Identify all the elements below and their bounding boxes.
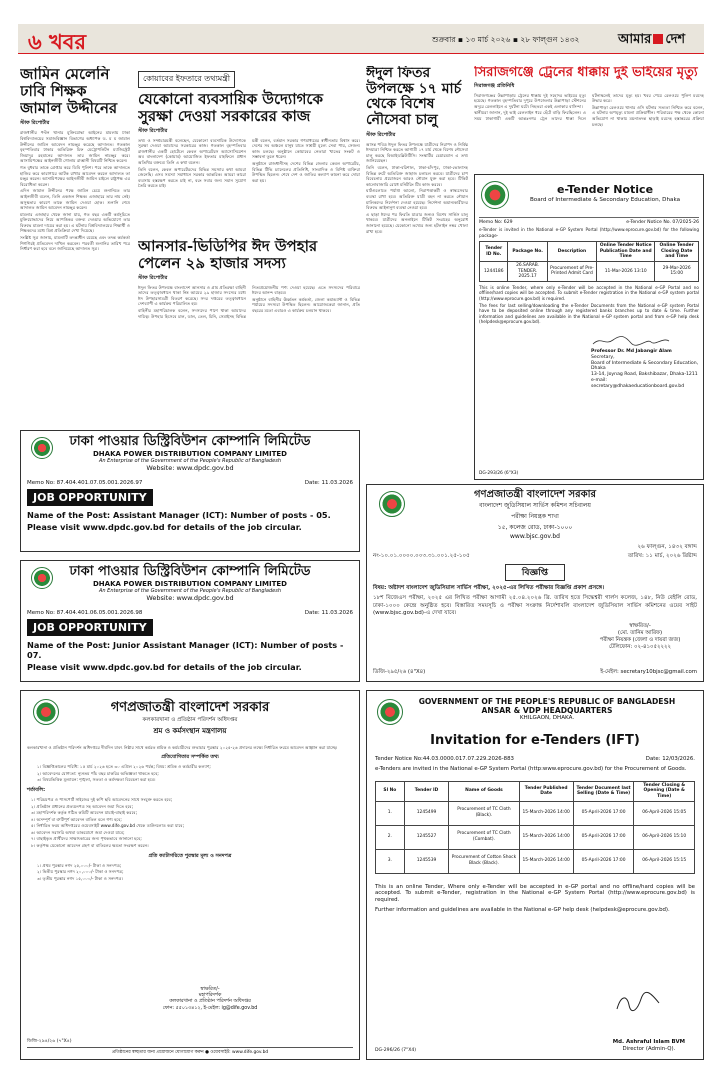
ad-judicial-service-commission: গণপ্রজাতন্ত্রী বাংলাদেশ সরকার বাংলাদেশ জুডিসিয়াল সার্ভিস কমিশন সচিবালয় পরীক্ষা নিয়ন্ত্রক শাখা ১৫, কলেজ রোড, ঢাকা-১০০০ www.bjsc.gov.bd ২৬ ফাল্গুন, ১৪৩২ বঙ্গাব্দ নং-১০.০১.০০০০.০০৩.৩১.০০১.২৫-১০৫ তারিখ: ১১ মার্চ, ২০২৬ খ্রিষ্টাব্দ বিজ্ঞপ্তি বিষয়: অষ্টাদশ বাংলাদেশ জুডিসিয়াল সার্ভিস পরীক্ষা, ২০২৫-এর লিখিত পরীক্ষার বিজ্ঞপ্তি প্রকাশ প্রসঙ্গে। ১৮শ বিজেএস পরীক্ষা, ২০২৫ এর লিখিত পরীক্ষা আগামী ২৫.০৪.২০২৬ খ্রি. তারিখ হতে সিদ্ধেশ্বরী গার্লস কলেজ, ১৪৮, নিউ বেইলি রোড, ঢাকা-১০০০ কেন্দ্রে অনুষ্ঠিত হবে। বিস্তারিত সময়সূচি ও পরীক্ষা সংক্রান্ত নির্দেশাবলি বাংলাদেশ জুডিসিয়াল সার্ভিস কমিশনের ওয়েব সাইট (www.bjsc.gov.bd)-এ দেখা যাবে। স্বাক্ষরিত/- (মো. তানিম আরিফ) পরীক্ষা নিয়ন্ত্রক (জেলা ও দায়রা জজ) টেলিফোন: ০২-৪১০৫২২২২ ডিজি-২৯৫/২৬ (৪"X৪) ই-মেইল: secretary10bjsc@gmail.com: [366, 484, 704, 682]
signer-name: মহাপরিদর্শক: [198, 993, 222, 999]
paragraph: এদিন জামাল উদ্দীনের পক্ষে জামিন চেয়ে শুনানিতে তার আইনজীবী বলেন, তিনি একজন শিক্ষক। এজাহারে তার নাম নেই। অসুস্থতার কারণে তাকে জামিন দেওয়া হোক। শুনানি শেষে আদালত জামিন আবেদন নামঞ্জুর করেন।: [20, 188, 130, 211]
ad-ref: DG-293/26 (6"X3): [479, 471, 519, 476]
headline: ঈদুল ফিতর উপলক্ষে ১৭ মার্চ থেকে বিশেষ নৌসেবা চালু: [366, 66, 462, 129]
notice-body: ১৮শ বিজেএস পরীক্ষা, ২০২৫ এর লিখিত পরীক্ষা আগামী ২৫.০৪.২০২৬ খ্রি. তারিখ হতে সিদ্ধেশ্বরী গার্লস কলেজ, ১৪৮, নিউ বেইলি রোড, ঢাকা-১০০০ কেন্দ্রে অনুষ্ঠিত হবে। বিস্তারিত সময়সূচি ও পরীক্ষা সংক্রান্ত নির্দেশাবলি বাংলাদেশ জুডিসিয়াল সার্ভিস কমিশনের ওয়েব সাইট (www.bjsc.gov.bd)-এ দেখা যাবে।: [373, 595, 697, 616]
visit-line: Please visit www.dpdc.gov.bd for details of the job circular.: [27, 521, 302, 532]
tender-table: Tender ID No. Package No. Description Online Tender Notice Publication Date and Time Online Tender Closing Date and Time 1244186 26.SARAB. TENDER. 2025.17 Procurement of Pre-Printed Admit Card 11-Mar-2026 13:10 29-Mar-2026 15:00: [479, 241, 699, 282]
ad-dpdc-junior-assistant-manager: ঢাকা পাওয়ার ডিস্ট্রিবিউশন কোম্পানি লিমিটেড DHAKA POWER DISTRIBUTION COMPANY LIMITED An Enterprise of the Government of the People's Republic of Bangladesh Website: www.dpdc.gov.bd Memo No: 87.404.401.06.05.001.2026.98 Date: 11.03.2026 JOB OPPORTUNITY Name of the Post: Junior Assistant Manager (ICT): Number of posts - 07. Please visit www.dpdc.gov.bd for details of the job circular.: [20, 560, 360, 682]
notice-title: Invitation for e-Tenders (IFT): [430, 733, 640, 748]
board-seal: [481, 181, 509, 209]
list-item: ১। পরিচয়পত্র ও পাসপোর্ট সাইজের দুই কপি ছবি আবেদনের সাথে সংযুক্ত করতে হবে;: [31, 796, 173, 802]
terms-paragraph: Further information and guidelines are available in the National e-GP help desk (helpdesk@eprocure.gov.bd).: [375, 906, 670, 913]
paragraph: তথ্য ও সম্প্রচারমন্ত্রী বলেছেন, যেকোনো ব্যবসায়িক উদ্যোগকে সুরক্ষা দেওয়া আমাদের সরকারের কাজ। গতকাল বৃহস্পতিবার রাজধানীর একটি হোটেলে কেবল অপারেটরস অ্যাসোসিয়েশন অব বাংলাদেশ (কোয়াব) আয়োজিত ইফতার মাহফিলে প্রধান অতিথির বক্তব্যে তিনি এ কথা বলেন।: [138, 137, 246, 165]
notice-no: e-Tender Notice No. 07/2025-26: [626, 220, 699, 225]
masthead: [18, 24, 704, 54]
paragraph: তিনি বলেন, কেবল অপারেটরদের বিভিন্ন সমস্যার কথা আমরা জেনেছি। এসব সমস্যা সমাধানে সরকার আন্তরিক। আমরা কারো ব্যবসায় হস্তক্ষেপ করতে চাই না, বরং সবার জন্য সমান সুযোগ তৈরি করতে চাই।: [138, 166, 246, 189]
tender-table: Sl No Tender ID Name of Goods Tender Published Date Tender Document last Selling (Date & Time) Tender Closing & Opening (Date & Time) 1. 1245499 Procurement of TC Cloth (Black). 15-March-2026 14:00 05-April-2026 17:00 06-April-2026 15:05 2. 1245527 Procurement of TC Cloth (Combat). 15-March-2026 14:00 05-April-2026 17:00 06-April-2026 15:10 3. 1245539 Procurement of Cotton Shock Black (Black). 15-March-2026 14:00 05-April-2026 17:00 06-April-2026 15:15: [375, 781, 695, 874]
notice-title: e-Tender Notice: [556, 183, 654, 196]
visit-line: Please visit www.dpdc.gov.bd for details of the job circular.: [27, 661, 302, 672]
article-eid-launch-service: [366, 66, 468, 478]
byline: স্টাফ রিপোর্টার: [366, 131, 396, 138]
paragraph: ঘাটগুলোতে পর্যাপ্ত আলো, নিরাপত্তাকর্মী ও স্বাস্থ্যসেবার ব্যবস্থা রাখা হবে। অতিরিক্ত যাত্রী বহন না করতে নৌযান মালিকদের নির্দেশনা দেওয়া হয়েছে। নির্দেশনা অমান্যকারীদের বিরুদ্ধে আইনানুগ ব্যবস্থা নেওয়া হবে।: [366, 188, 468, 211]
paragraph: উল্লাপাড়া রেলওয়ে থানার ওসি ঘটনার সত্যতা নিশ্চিত করে বলেন, এ ঘটনায় অপমৃত্যু মামলা প্রক্রিয়াধীন। পরিবারের পক্ষ থেকে কোনো অভিযোগ না থাকায় ময়নাতদন্ত ছাড়াই মরদেহ হস্তান্তরের প্রক্রিয়া চলছে।: [592, 104, 704, 127]
paragraph: বাহিনীর মহাপরিচালক বলেন, সদস্যদের পাশে থাকা আমাদের দায়িত্ব। উপহার হিসেবে চাল, ডাল, তেল, চিনি, সেমাইসহ বিভিন্ন নিত্যপ্রয়োজনীয় পণ্য দেওয়া হয়েছে। এতে সদস্যদের পরিবারে ঈদের আনন্দ বাড়বে।: [138, 284, 360, 319]
list-item: ১। বিজ্ঞপ্তিকালের পরিধি: ১৫ মার্চ ২০২৬ হতে ৩০ এপ্রিল ২০২৬ পর্যন্ত; বিষয়: শ্রমিক ও কর্মচারীর কল্যাণ;: [37, 764, 211, 770]
terms-list: [31, 797, 353, 849]
website: Website: www.dpdc.gov.bd: [146, 593, 234, 602]
list-item: ৩। বিষয়ভিত্তিক মূল্যায়ন: শৃঙ্খলা, সততা ও কর্মদক্ষতা বিবেচনা করা হবে।: [37, 777, 156, 783]
headline: সিরাজগঞ্জে ট্রেনের ধাক্কায় দুই ভাইয়ের মৃত্যু: [474, 66, 698, 80]
byline: সিরাজগঞ্জ প্রতিনিধি: [474, 82, 515, 89]
post-title: Name of the Post: Assistant Manager (ICT): Number of posts - 05.: [27, 509, 331, 520]
article-train-accident: [474, 66, 704, 170]
headline: জামিন মেলেনি ঢাবি শিক্ষক জামাল উদ্দীনের: [20, 66, 118, 117]
ad-labour-ministry: গণপ্রজাতন্ত্রী বাংলাদেশ সরকার কলকারখানা ও প্রতিষ্ঠান পরিদর্শন অধিদপ্তর শ্রম ও কর্মসংস্থান মন্ত্রণালয় কলকারখানা ও প্রতিষ্ঠান পরিদর্শন অধিদপ্তরে দীর্ঘদিন যাবৎ নিষ্ঠার সাথে কর্মরত শ্রমিক ও কর্মচারীদের শুদ্ধাচার পুরস্কার ২০২৫-২৬ প্রদানের লক্ষ্যে নির্ধারিত ফরমে আবেদন আহ্বান করা যাচ্ছে। প্রতিযোগিতার সম্পর্কিত তথ্য ১। বিজ্ঞপ্তিকালের পরিধি: ১৫ মার্চ ২০২৬ হতে ৩০ এপ্রিল ২০২৬ পর্যন্ত; বিষয়: শ্রমিক ও কর্মচারীর কল্যাণ; ২। আবেদনের যোগ্যতা: ন্যূনতম পাঁচ বছর চাকরির অভিজ্ঞতা থাকতে হবে; ৩। বিষয়ভিত্তিক মূল্যায়ন: শৃঙ্খলা, সততা ও কর্মদক্ষতা বিবেচনা করা হবে। শর্তাবলি: ১। পরিচয়পত্র ও পাসপোর্ট সাইজের দুই কপি ছবি আবেদনের সাথে সংযুক্ত করতে হবে; ২। প্রতিষ্ঠান প্রধানের প্রত্যয়নপত্র সহ আবেদন জমা দিতে হবে; ৩। মহাপরিদর্শক কর্তৃক গঠিত কমিটি আবেদন যাচাই-বাছাই করবে; ৪। অসম্পূর্ণ বা ত্রুটিপূর্ণ আবেদন বাতিল বলে গণ্য হবে; ৫। নির্ধারিত ফরম অধিদপ্তরের ওয়েবসাইট www.dife.gov.bd থেকে ডাউনলোড করা যাবে; ৬। আবেদন সরাসরি অথবা ডাকযোগে জমা দেওয়া যাবে; ৭। বাছাইকৃত প্রার্থীদের সাক্ষাৎকারের জন্য পৃথকভাবে জানানো হবে; ৮। কর্তৃপক্ষ যেকোনো আবেদন গ্রহণ বা বাতিলের ক্ষমতা সংরক্ষণ করেন। প্রতি ক্যাটাগরিতে পুরস্কার মূল্য ও সনদপত্র ১। প্রথম পুরস্কার নগদ ২৫,০০০/- টাকা ও সনদপত্র; ২। দ্বিতীয় পুরস্কার নগদ ২০,০০০/- টাকা ও সনদপত্র; ৩। তৃতীয় পুরস্কার নগদ ১৫,০০০/- টাকা ও সনদপত্র। স্বাক্ষরিত/- মহাপরিদর্শক কলকারখানা ও প্রতিষ্ঠান পরিদর্শন অধিদপ্তর ফোন: ৫৫০১৩৪১২, ই-মেইল: ig@dife.gov.bd ডিজি-২৯৪/২৬ (৭"X৪) প্রতিষ্ঠানের স্বচ্ছতার জন্য প্রয়োজনে যোগাযোগ করুন ● ওয়েবসাইট: www.dife.gov.bd: [20, 690, 360, 1060]
dpdc-logo: [31, 437, 53, 459]
info-list: [37, 764, 353, 783]
government-title: GOVERNMENT OF THE PEOPLE'S REPUBLIC OF BANGLADESH: [418, 697, 676, 706]
paragraph: তিনি বলেন, ঢাকা-বরিশাল, ঢাকা-চাঁদপুর, ঢাকা-ভোলাসহ বিভিন্ন রুটে অতিরিক্ত জাহাজ চলাচল করবে। যাত্রীদের চাপ বিবেচনায় প্রয়োজনে আরও নৌযান যুক্ত করা হবে। টিকিট কালোবাজারি রোধে মনিটরিং টিম কাজ করবে।: [366, 165, 468, 187]
subject: বিষয়: অষ্টাদশ বাংলাদেশ জুডিসিয়াল সার্ভিস পরীক্ষা, ২০২৫-এর লিখিত পরীক্ষার বিজ্ঞপ্তি প্রকাশ প্রসঙ্গে।: [373, 585, 605, 592]
government-title: গণপ্রজাতন্ত্রী বাংলাদেশ সরকার: [474, 489, 596, 500]
list-item: ৭। বাছাইকৃত প্রার্থীদের সাক্ষাৎকারের জন্য পৃথকভাবে জানানো হবে;: [31, 836, 142, 842]
headline: আনসার-ভিডিপির ঈদ উপহার পেলেন ২৯ হাজার সদস্য: [138, 238, 318, 272]
ad-etender-education-board: e-Tender Notice Board of Intermediate & Secondary Education, Dhaka Memo No: 629 e-Tender Notice No. 07/2025-26 e-Tender is invited in the National e-GP System Portal (http://www.eprocure.gov.bd) for the following package- Tender ID No. Package No. Description Online Tender Notice Publication Date and Time Online Tender Closing Date and Time 1244186 26.SARAB. TENDER. 2025.17 Procurement of Pre-Printed Admit Card 11-Mar-2026 13:10 29-Mar-2026 15:00 This is online Tender, where only e-Tender will be accepted in the National e-GP Portal and no offline/hard copies will be accepted. To submit e-Tender registration in the National e-GP system portal (http://www.eprocure.gov.bd) is required. The fees for last selling/downloading the e-Tender Documents from the National e-GP system Portal have to be deposited online through any registered banks branches up to date & time. Further information and guidelines are available in the National e-GP system portal and from e-GP help desk (helpdesk@eprocure.gov.bd). Professor Dr. Md Jabangir Alam Secretary, Board of Intermediate & Secondary Education, Dhaka 13-14, Joynag Road, Bakshibazar, Dhaka-1211 e-mail: secretary@dhakaeducationboard.gov.bd DG-293/26 (6"X3): [474, 174, 704, 480]
list-item: ৩। তৃতীয় পুরস্কার নগদ ১৫,০০০/- টাকা ও সনদপত্র।: [37, 875, 124, 881]
post-title: Name of the Post: Junior Assistant Manager (ICT): Number of posts - 07.: [27, 639, 344, 660]
table-row: 2. 1245527 Procurement of TC Cloth (Combat). 15-March-2026 14:00 05-April-2026 17:00 06-April-2026 15:10: [376, 825, 695, 849]
article-coab-iftar: [138, 66, 360, 234]
paragraph: মামলার এজাহার থেকে জানা যায়, গত বছর একটি কর্মসূচিতে মুক্তিযোদ্ধাদের নিয়ে আপত্তিকর বক্তব্য দেওয়ার অভিযোগে তার বিরুদ্ধে মামলা দায়ের করা হয়। এ ঘটনায় বিশ্ববিদ্যালয়ের শিক্ষার্থী ও শিক্ষকদের মধ্যে মিশ্র প্রতিক্রিয়া দেখা দিয়েছে।: [20, 211, 130, 234]
signer-name: (মো. তানিম আরিফ): [617, 630, 663, 637]
paragraph: অনুষ্ঠানে রাজধানীসহ দেশের বিভিন্ন জেলার কেবল অপারেটর, বিভিন্ন টিভি চ্যানেলের প্রতিনিধি, সাংবাদিক ও বিশিষ্ট ব্যক্তিরা উপস্থিত ছিলেন। শেষে দেশ ও জাতির কল্যাণ কামনা করে দোয়া করা হয়।: [252, 160, 360, 183]
ministry-name: শ্রম ও কর্মসংস্থান মন্ত্রণালয়: [153, 726, 227, 735]
headline: যেকোনো ব্যবসায়িক উদ্যোগকে সুরক্ষা দেওয়া সরকারের কাজ: [138, 90, 323, 125]
list-item: ৩। মহাপরিদর্শক কর্তৃক গঠিত কমিটি আবেদন যাচাই-বাছাই করবে;: [31, 810, 138, 816]
terms-paragraph: The fees for last selling/downloading the e-Tender Documents from the National e-GP system Portal have to be deposited online through any registered banks branches up to date & time. Further information and guidelines are available in the National e-GP system portal and from e-GP help desk (helpdesk@eprocure.gov.bd).: [479, 302, 699, 325]
memo-no: নং-১০.০১.০০০০.০০৩.৩১.০০১.২৫-১০৫: [373, 553, 470, 560]
signer-name: Md. Ashraful Islam BVM: [612, 1039, 685, 1046]
terms-paragraph: This is an online Tender, Where only e-Tender will be accepted in e-GP portal and no offline/hard copies will be accepted. To submit e-Tender, registration in the National e-GP System Portal (http://www.eprocure.gov.bd) is required.: [375, 883, 695, 904]
signature: [613, 991, 663, 1017]
board-name: Board of Intermediate & Secondary Education, Dhaka: [529, 197, 681, 203]
ad-ref: ডিজি-২৯৫/২৬ (৪"X৪): [373, 669, 426, 675]
email: ই-মেইল: secretary10bjsc@gmail.com: [600, 669, 697, 675]
list-item: ৮। কর্তৃপক্ষ যেকোনো আবেদন গ্রহণ বা বাতিলের ক্ষমতা সংরক্ষণ করেন।: [31, 843, 149, 849]
paragraph: রাজধানীর পল্টন থানার মুক্তিযোদ্ধা আইনের মামলায় ঢাকা বিশ্ববিদ্যালয়ের সমাজবিজ্ঞান বিভাগের অধ্যাপক ড. ম ম জামাল উদ্দীনের জামিন আবেদন নামঞ্জুর করেছে আদালত। গতকাল বৃহস্পতিবার ঢাকার অতিরিক্ত চিফ মেট্রোপলিটন ম্যাজিস্ট্রেট জিয়াদুর রহমানের আদালত তার জামিন নামঞ্জুর করে। আসামিপক্ষের আইনজীবী গোলাম রাব্বানী বিষয়টি নিশ্চিত করেন।: [20, 130, 130, 164]
intro: e-Tender is invited in the National e-GP System Portal (http://www.eprocure.gov.bd) for the following package-: [479, 227, 699, 238]
paragraph: অনুষ্ঠানে বাহিনীর ঊর্ধ্বতন কর্মকর্তা, জেলা কমান্ড্যান্ট ও বিভিন্ন পর্যায়ের সদস্যরা উপস্থিত ছিলেন। আয়োজকেরা জানান, প্রতি বছরের মতো এবারও এ কার্যক্রম চলমান থাকবে।: [252, 296, 360, 313]
government-seal: [379, 491, 405, 517]
company-name-bn: ঢাকা পাওয়ার ডিস্ট্রিবিউশন কোম্পানি লিমিটেড: [69, 434, 311, 449]
byline: স্টাফ রিপোর্টার: [138, 274, 168, 281]
paragraph: এ ছাড়া ঈদের পর ফিরতি যাত্রার জন্যও বিশেষ সার্ভিস চালু থাকবে। যাত্রীদের অনলাইনে টিকিট সংগ্রহের অনুরোধ জানানো হয়েছে। যেকোনো তথ্যের জন্য হটলাইন নম্বর খোলা রাখা হবে।: [366, 211, 468, 234]
brand-logo: আমার দেশ: [618, 32, 686, 47]
article-teacher-bail: [20, 66, 130, 428]
paragraph: আসন্ন পবিত্র ঈদুল ফিতর উপলক্ষে যাত্রীদের নিরাপদ ও নির্বিঘ্ন ঈদযাত্রা নিশ্চিত করতে আগামী ১৭ মার্চ থেকে বিশেষ নৌসেবা চালু করছে বিআইডব্লিউটিসি। সংস্থাটির চেয়ারম্যান এ তথ্য জানিয়েছেন।: [366, 141, 468, 164]
list-item: ২। প্রতিষ্ঠান প্রধানের প্রত্যয়নপত্র সহ আবেদন জমা দিতে হবে;: [31, 803, 134, 809]
government-seal: [33, 699, 59, 725]
list-item: ২। দ্বিতীয় পুরস্কার নগদ ২০,০০০/- টাকা ও সনদপত্র;: [37, 869, 124, 875]
company-name-bn: ঢাকা পাওয়ার ডিস্ট্রিবিউশন কোম্পানি লিমিটেড: [69, 564, 311, 579]
section-title: প্রতিযোগিতার সম্পর্কিত তথ্য: [161, 754, 219, 761]
ad-dpdc-assistant-manager: ঢাকা পাওয়ার ডিস্ট্রিবিউশন কোম্পানি লিমিটেড DHAKA POWER DISTRIBUTION COMPANY LIMITED An Enterprise of the Government of the People's Republic of Bangladesh Website: www.dpdc.gov.bd Memo No: 87.404.401.07.05.001.2026.97 Date: 11.03.2026 JOB OPPORTUNITY Name of the Post: Assistant Manager (ICT): Number of posts - 05. Please visit www.dpdc.gov.bd for details of the job circular.: [20, 430, 360, 552]
ad-ref: DG-296/26 (7"X4): [375, 1048, 417, 1053]
notice-title: বিজ্ঞপ্তি: [505, 564, 565, 581]
memo-no: Memo No: 629: [479, 220, 513, 225]
signer-name: Professor Dr. Md Jabangir Alam: [591, 348, 672, 354]
article-ansar-eid-gift: [138, 238, 360, 428]
company-name-en: DHAKA POWER DISTRIBUTION COMPANY LIMITED: [93, 449, 287, 458]
terms-paragraph: This is online Tender, where only e-Tender will be accepted in the National e-GP Portal and no offline/hard copies will be accepted. To submit e-Tender registration in the National e-GP system portal (http://www.eprocure.gov.bd) is required.: [479, 284, 699, 301]
paragraph: সিরাজগঞ্জের উল্লাপাড়ায় ট্রেনের ধাক্কায় দুই সহোদর ভাইয়ের মৃত্যু হয়েছে। গতকাল বৃহস্পতিবার দুপুরে উপজেলার উল্লাপাড়া স্টেশনের অদূরে রেললাইনে এ দুর্ঘটনা ঘটে। নিহতরা একই এলাকার বাসিন্দা।: [474, 92, 586, 109]
government-title: গণপ্রজাতন্ত্রী বাংলাদেশ সরকার: [110, 700, 270, 715]
signature: [591, 333, 699, 347]
paragraph: গত বুধবার তাকে গ্রেপ্তার করে ডিবি পুলিশ। পরে তাকে আদালতে হাজির করে কারাগারে আটক রাখার আবেদন করলে আদালত তা মঞ্জুর করেন। আসামিপক্ষের আইনজীবী জামিন চাইলে রাষ্ট্রপক্ষ এর বিরোধিতা করেন।: [20, 164, 130, 187]
hq-name: ANSAR & VDP HEADQUARTERS: [481, 706, 613, 715]
kicker: কোয়াবের ইফতারে তথ্যমন্ত্রী: [138, 71, 235, 88]
table-row: 1. 1245499 Procurement of TC Cloth (Black). 15-March-2026 14:00 05-April-2026 17:00 06-April-2026 15:05: [376, 801, 695, 825]
byline: স্টাফ রিপোর্টার: [20, 120, 50, 127]
table-row: 1244186 26.SARAB. TENDER. 2025.17 Procurement of Pre-Printed Admit Card 11-Mar-2026 13:10 29-Mar-2026 15:00: [480, 261, 699, 281]
byline: স্টাফ রিপোর্টার: [138, 127, 168, 134]
ansar-logo: [377, 699, 403, 725]
prize-list: [37, 863, 353, 882]
company-name-en: DHAKA POWER DISTRIBUTION COMPANY LIMITED: [93, 579, 287, 588]
section-title: প্রতি ক্যাটাগরিতে পুরস্কার মূল্য ও সনদপত্র: [148, 852, 232, 859]
paragraph: মন্ত্রী বলেন, বর্তমান সরকার গণমাধ্যমের স্বাধীনতায় বিশ্বাস করে। দেশের সব অঞ্চলে মানুষ যাতে সাশ্রয়ী মূল্যে সেবা পায়, সেজন্য কাজ চলছে। অনুষ্ঠানে কোয়াবের নেতারা খাতের সংকট ও সম্ভাবনা তুলে ধরেন।: [252, 137, 360, 160]
ad-ansar-vdp-etender: GOVERNMENT OF THE PEOPLE'S REPUBLIC OF BANGLADESH ANSAR & VDP HEADQUARTERS KHILGAON, DHAKA. Invitation for e-Tenders (IFT) Tender Notice No:44.03.0000.017.07.229.2026-883 Date: 12/03/2026. e-Tenders are invited in the National e-GP System Portal (http:www.eprocure.gov.bd) for the Procurement of Goods. Sl No Tender ID Name of Goods Tender Published Date Tender Document last Selling (Date & Time) Tender Closing & Opening (Date & Time) 1. 1245499 Procurement of TC Cloth (Black). 15-March-2026 14:00 05-April-2026 17:00 06-April-2026 15:05 2. 1245527 Procurement of TC Cloth (Combat). 15-March-2026 14:00 05-April-2026 17:00 06-April-2026 15:10 3. 1245539 Procurement of Cotton Shock Black (Black). 15-March-2026 14:00 05-April-2026 17:00 06-April-2026 15:15 This is an online Tender, Where only e-Tender will be accepted in e-GP portal and no offline/hard copies will be accepted. To submit e-Tender, registration in the National e-GP System Portal (http://www.eprocure.gov.bd) is required. Further information and guidelines are available in the National e-GP help desk (helpdesk@eprocure.gov.bd). DG-296/26 (7"X4) Md. Ashraful Islam BVM Director (Admin-Q).: [366, 690, 704, 1060]
website: www.bjsc.gov.bd: [510, 533, 560, 541]
paragraph: স্থানীয়রা জানান, দুই ভাই রেললাইন ধরে হেঁটে বাড়ি ফিরছিলেন। এ সময় ঢাকাগামী একটি আন্তঃনগর ট্রেন তাদের ধাক্কা দিলে ঘটনাস্থলেই তাদের মৃত্যু হয়। খবর পেয়ে রেলওয়ে পুলিশ মরদেহ উদ্ধার করে।: [474, 92, 704, 121]
issue-date: শুক্রবার ▪ ১৩ মার্চ ২০২৬ ▪ ২৮ ফাল্গুন ১৪৩২: [432, 35, 580, 44]
list-item: ৪। অসম্পূর্ণ বা ত্রুটিপূর্ণ আবেদন বাতিল বলে গণ্য হবে;: [31, 816, 122, 822]
paragraph: ঈদুল ফিতর উপলক্ষে বাংলাদেশ আনসার ও গ্রাম প্রতিরক্ষা বাহিনী তাদের তত্ত্বাবধানে থাকা নিম্ন আয়ের ২৯ হাজার সদস্যের মধ্যে ঈদ উপহারসামগ্রী বিতরণ করেছে। সদর দপ্তরের তত্ত্বাবধানে দেশব্যাপী এ কার্যক্রম পরিচালিত হয়।: [138, 284, 246, 307]
notice-no: Tender Notice No:44.03.0000.017.07.229.2026-883: [375, 756, 514, 762]
brand-square-icon: [653, 34, 663, 44]
job-banner: JOB OPPORTUNITY: [27, 489, 153, 506]
list-item: ২। আবেদনের যোগ্যতা: ন্যূনতম পাঁচ বছর চাকরির অভিজ্ঞতা থাকতে হবে;: [37, 770, 159, 776]
page-label: ৬ খবর: [28, 29, 86, 54]
list-item: ১। প্রথম পুরস্কার নগদ ২৫,০০০/- টাকা ও সনদপত্র;: [37, 862, 122, 868]
list-item: ৫। নির্ধারিত ফরম অধিদপ্তরের ওয়েবসাইট www.dife.gov.bd থেকে ডাউনলোড করা যাবে;: [31, 823, 185, 829]
table-row: 3. 1245539 Procurement of Cotton Shock Black (Black). 15-March-2026 14:00 05-April-2026 17:00 06-April-2026 15:15: [376, 849, 695, 873]
dpdc-logo: [31, 567, 53, 589]
list-item: ৬। আবেদন সরাসরি অথবা ডাকযোগে জমা দেওয়া যাবে;: [31, 829, 125, 835]
ad-footer: প্রতিষ্ঠানের স্বচ্ছতার জন্য প্রয়োজনে যোগাযোগ করুন ● ওয়েবসাইট: www.dife.gov.bd: [27, 1047, 353, 1056]
ad-ref: ডিজি-২৯৪/২৬ (৭"X৪): [27, 1039, 72, 1044]
website: Website: www.dpdc.gov.bd: [146, 463, 234, 472]
job-banner: JOB OPPORTUNITY: [27, 619, 153, 636]
paragraph: সংশ্লিষ্ট সূত্র জানায়, মামলাটি তদন্তাধীন রয়েছে এবং তদন্ত কর্মকর্তা শিগগিরই প্রতিবেদন দাখিল করবেন। পরবর্তী শুনানির তারিখ পরে নির্ধারণ করা হবে বলে জানিয়েছে আদালত সূত্র।: [20, 235, 130, 252]
section-title: শর্তাবলি:: [27, 786, 46, 793]
